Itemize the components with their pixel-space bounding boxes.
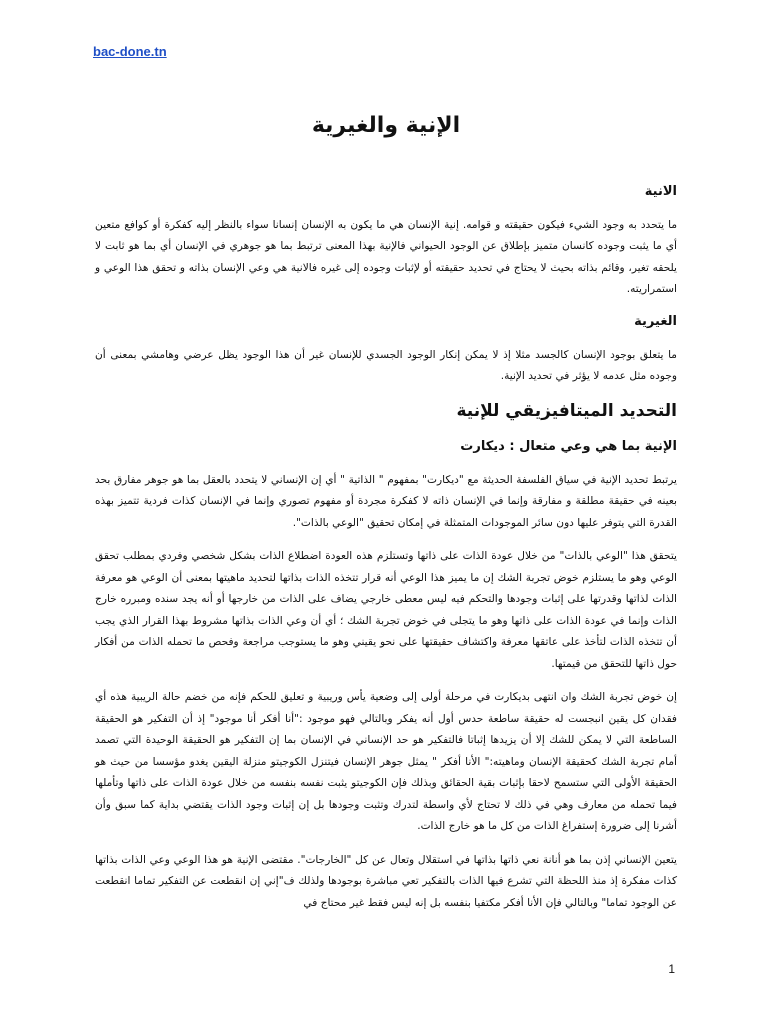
heading-ghayriya: الغيرية <box>634 313 677 329</box>
paragraph-self-consciousness: يتحقق هذا "الوعي بالذات" من خلال عودة الذات على ذاتها وتستلزم هذه العودة اضطلاع الذات بشكل شخصي وفردي بمطلب تحقق الوعي وهو ما يستلزم خوض تجربة الشك إن ما يميز هذا الوعي أنه قرار تتخذه الذات بذاتها لتحديد ماهيتها بمعنى أن الوعي هو معرفة الذات لذاتها وقدرتها على إثبات وجودها والتحكم فيه ليس معطى خارجي يضاف على الذات من خارجها أو أنه يجد سنده ومبرره خارج الذات وإنما في عودة الذات على ذاتها وهو ما يتجلى في خوض تجربة الشك ؛ أي أن وعي الذات بذاتها مشروط بهذا القرار الذي يجب أن تتخذه الذات لتأخذ على عاتقها معرفة واكتشاف حقيقتها على نحو يقيني وهو ما يستوجب مراجعة وفحص ما تحمله الذات من أفكار حول ذاتها للتحقق من قيمتها. <box>95 550 677 670</box>
paragraph-doubt-experience: إن خوض تجربة الشك وان انتهى بديكارت في مرحلة أولى إلى وضعية يأس وريبية و تعليق للحكم فإنه من خضم حالة الريبية هذه أي فقدان كل يقين انبجست له حقيقة ساطعة حدس أول أنه يفكر وبالتالي فهو موجود :"أنا أفكر أنا موجود" إذ أن التفكير هو الحقيقة الساطعة التي لا يمكن للشك إلا أن يزيدها إثباتا فالتفكير هو حد الإنساني في الإنسان بما إن التفكير هو الحقيقة الوحيدة التي تصمد أمام تجربة الشك كحقيقة الإنسان وماهيته:" الأنا أفكر " يمثل جوهر الإنسان فيتنزل الكوجيتو منزلة اليقين يغدو مؤسسا من حيث هو الحقيقة الأولى التي ستسمح لاحقا بإثبات بقية الحقائق وبذلك فإن الكوجيتو يثبت نفسه بنفسه من خلال عودة الذات على ذاتها وتأملها فيما تحمله من معارف وهي في ذلك لا تحتاج لأي واسطة لتدرك وتثبت وجودها بل إن إثبات وجود الذات يقتضي بداية كما سبق وأن أشرنا إلى ضرورة إستفراغ الذات من كل ما هو خارج الذات. <box>95 691 677 833</box>
heading-metaphysical: التحديد الميتافيزيقي للإنية <box>456 400 677 421</box>
heading-anniya: الانية <box>644 183 677 199</box>
page-title: الإنية والغيرية <box>311 113 461 138</box>
paragraph-subjectivity: يرتبط تحديد الإنية في سياق الفلسفة الحديثة مع "ديكارت" بمفهوم " الذاتية " أي إن الإنساني لا يتحدد بالعقل بما هو جوهر مفارق بحد بعينه في حقيقة مطلقة و مفارقة وإنما في الإنسان ذاته لا كفكرة مجردة أو مفهوم تصوري وإنما في الإنسان كذات فردية تتميز بهذه القدرة التي يتوفر عليها دون سائر الموجودات المتمثلة في إمكان تحقيق "الوعي بالذات". <box>95 473 677 529</box>
site-link[interactable]: bac-done.tn <box>93 44 167 59</box>
subheading-descartes: الإنية بما هي وعي متعال : ديكارت <box>460 438 677 454</box>
page-number: 1 <box>668 962 675 976</box>
paragraph-ghayriya: ما يتعلق بوجود الإنسان كالجسد مثلا إذ لا يمكن إنكار الوجود الجسدي للإنسان غير أن هذا الوجود يظل عرضي وهامشي بمعنى أن وجوده مثل عدمه لا يؤثر في تحديد الإنية. <box>95 348 677 383</box>
paragraph-thinking-self: يتعين الإنساني إذن بما هو أنانة نعي ذاتها بذاتها في استقلال وتعال عن كل "الخارجات". مقتضى الإنية هو هذا الوعي وعي الذات بذاتها كذات مفكرة إذ منذ اللحظة التي تشرع فيها الذات بالتفكير تعي مباشرة بوجودها ولذلك ف"إني إن انقطعت عن التفكير تماما انقطعت عن الوجود تماما" وبالتالي فإن الأنا أفكر مكتفيا بنفسه بل إنه ليس فقط غير محتاج في <box>95 853 677 909</box>
paragraph-anniya: ما يتحدد به وجود الشيء فيكون حقيقته و قوامه. إنية الإنسان هي ما يكون به الإنسان إنسانا سواء بالنظر إليه كفكرة أو كوافع متعين أي ما يثبت وجوده كانسان متميز بإطلاق عن الوجود الحيواني فالإنية بهذا المعنى ترتبط بما هو جوهري في الإنسان أي بما هو ثابت لا يلحقه تغير، وقائم بذاته بحيث لا يحتاج في تحديد حقيقته أو لإثبات وجوده إلى غيره فالانية هي وعي الإنسان بذاته و تحقق هذا الوعي و استمراريته. <box>95 218 677 296</box>
document-body <box>95 112 677 926</box>
